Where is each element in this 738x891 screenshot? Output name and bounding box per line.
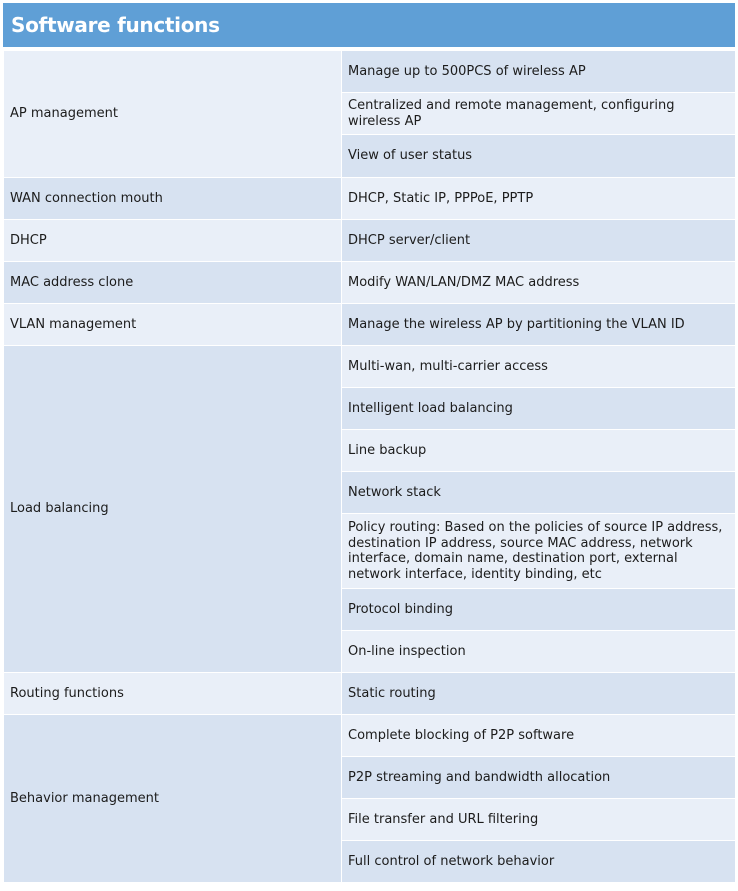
table-row bbox=[4, 304, 736, 346]
detail-cell: Policy routing: Based on the policies of source IP address, destination IP address, source MAC address, network interface, domain name, destination port, external network interface, identity binding, etc bbox=[342, 514, 736, 589]
detail-cell: Intelligent load balancing bbox=[342, 388, 736, 430]
detail-cell: Full control of network behavior bbox=[342, 841, 736, 883]
feature-dhcp: DHCP bbox=[4, 220, 342, 262]
detail-cell: Manage the wireless AP by partitioning the VLAN ID bbox=[342, 304, 736, 346]
detail-cell: Centralized and remote management, configuring wireless AP bbox=[342, 93, 736, 135]
feature-behavior-management: Behavior management bbox=[4, 715, 342, 883]
detail-cell: Multi-wan, multi-carrier access bbox=[342, 346, 736, 388]
detail-cell: View of user status bbox=[342, 135, 736, 178]
feature-vlan-management: VLAN management bbox=[4, 304, 342, 346]
detail-cell: Network stack bbox=[342, 472, 736, 514]
detail-cell: Protocol binding bbox=[342, 589, 736, 631]
table-row bbox=[4, 346, 736, 388]
table-row bbox=[4, 220, 736, 262]
detail-cell: Line backup bbox=[342, 430, 736, 472]
feature-routing-functions: Routing functions bbox=[4, 673, 342, 715]
detail-cell: On-line inspection bbox=[342, 631, 736, 673]
detail-cell: P2P streaming and bandwidth allocation bbox=[342, 757, 736, 799]
detail-cell: DHCP, Static IP, PPPoE, PPTP bbox=[342, 178, 736, 220]
table-row bbox=[4, 262, 736, 304]
detail-cell: Manage up to 500PCS of wireless AP bbox=[342, 51, 736, 93]
detail-cell: Static routing bbox=[342, 673, 736, 715]
feature-load-balancing: Load balancing bbox=[4, 346, 342, 673]
table-row bbox=[4, 178, 736, 220]
detail-cell: File transfer and URL filtering bbox=[342, 799, 736, 841]
software-functions-table bbox=[3, 50, 736, 883]
table-row bbox=[4, 715, 736, 757]
detail-cell: Modify WAN/LAN/DMZ MAC address bbox=[342, 262, 736, 304]
feature-mac-clone: MAC address clone bbox=[4, 262, 342, 304]
feature-ap-management: AP management bbox=[4, 51, 342, 178]
detail-cell: Complete blocking of P2P software bbox=[342, 715, 736, 757]
feature-wan-connection: WAN connection mouth bbox=[4, 178, 342, 220]
detail-cell: DHCP server/client bbox=[342, 220, 736, 262]
table-row bbox=[4, 673, 736, 715]
section-title: Software functions bbox=[3, 3, 735, 47]
table-row bbox=[4, 51, 736, 93]
spec-sheet bbox=[3, 3, 735, 883]
